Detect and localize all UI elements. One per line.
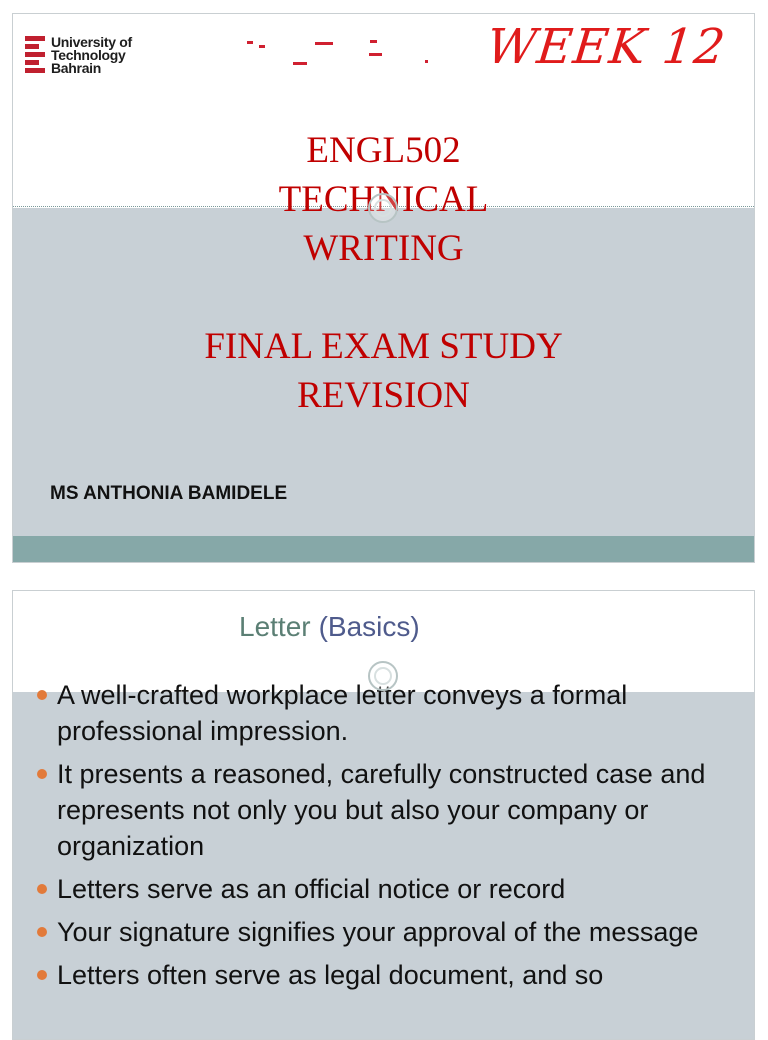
slide-letter-basics: [12, 590, 755, 1040]
heading-basics: (Basics): [318, 611, 420, 642]
week-label: WEEK 12: [484, 19, 729, 75]
list-item: Letters often serve as legal document, and so: [33, 957, 733, 993]
logo-mark-icon: [25, 36, 45, 74]
title-line: REVISION: [297, 375, 470, 416]
ring-ornament-icon: [368, 661, 398, 691]
title-line: TECHNICAL: [278, 179, 489, 220]
footer-band: [13, 536, 754, 562]
heading-letter: Letter: [239, 611, 311, 642]
slide-title-text: [13, 126, 754, 420]
list-item: It presents a reasoned, carefully constructed case and represents not only you but also your company or organization: [33, 756, 733, 864]
title-line: FINAL EXAM STUDY: [204, 326, 563, 367]
list-item: Letters serve as an official notice or record: [33, 871, 733, 907]
slide-heading: [239, 611, 420, 643]
ring-ornament-icon: [368, 193, 398, 223]
author-name: MS ANTHONIA BAMIDELE: [50, 483, 288, 504]
decorative-dashes: [245, 34, 425, 74]
university-logo: [25, 36, 132, 75]
bullet-list: [33, 677, 733, 1000]
list-item: A well-crafted workplace letter conveys a formal professional impression.: [33, 677, 733, 749]
slide-title: [12, 13, 755, 563]
title-line: [13, 273, 754, 322]
title-line: ENGL502: [306, 130, 461, 171]
title-line: WRITING: [303, 228, 464, 269]
logo-text: University of Technology Bahrain: [51, 34, 132, 76]
list-item: Your signature signifies your approval of the message: [33, 914, 733, 950]
